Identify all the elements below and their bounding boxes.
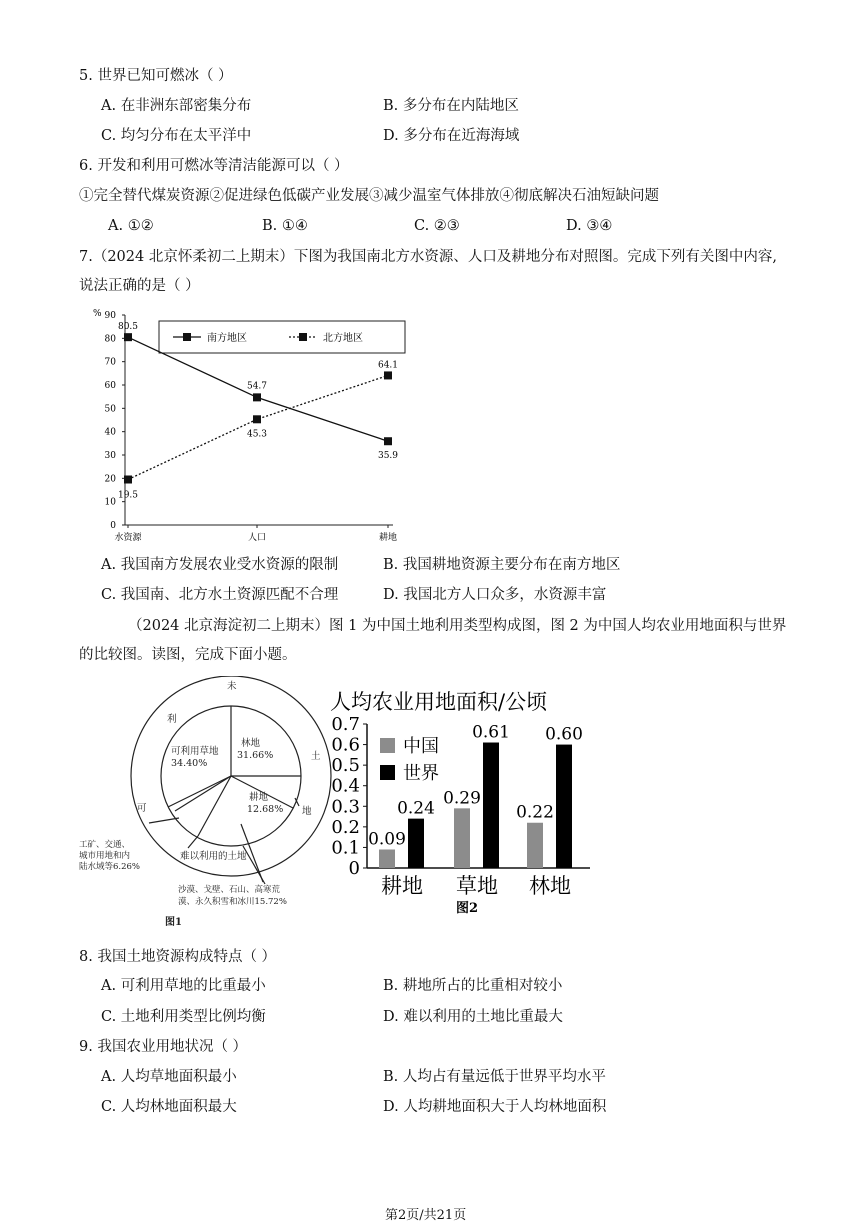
legend-label: 世界: [403, 763, 439, 784]
x-tick-label: 耕地: [378, 533, 398, 543]
y-tick-label: 60: [104, 381, 116, 391]
leader-line: [149, 818, 179, 823]
data-label: 0.09: [368, 829, 406, 850]
data-point: [384, 371, 392, 379]
q9-stem: 9. 我国农业用地状况（ ）: [79, 1039, 248, 1055]
legend-swatch: [380, 738, 395, 753]
q5-option-a: A. 在非洲东部密集分布: [101, 98, 252, 114]
data-label: 0.60: [545, 724, 583, 745]
label-desert-line2: 漠、永久积雪和冰川15.72%: [178, 897, 287, 907]
y-tick-label: 70: [104, 357, 116, 368]
y-axis-unit: %: [93, 309, 102, 319]
q6-option-d: D. ③④: [566, 218, 613, 234]
q7-option-b: B. 我国耕地资源主要分布在南方地区: [383, 557, 621, 573]
y-tick-label: 0: [348, 858, 360, 879]
q6-option-b: B. ①④: [262, 218, 308, 234]
data-label: 0.24: [397, 798, 435, 819]
q9-option-c: C. 人均林地面积最大: [101, 1099, 237, 1115]
figure2-caption: 图2: [455, 901, 479, 916]
sector-label-grass-name: 可利用草地: [171, 746, 219, 757]
data-point: [253, 415, 261, 423]
sector-label-farm-value: 12.68%: [247, 804, 284, 815]
q6-option-a: A. ①②: [108, 218, 154, 234]
sector-divider: [168, 776, 231, 807]
data-label: 80.5: [117, 322, 139, 333]
y-tick-label: 90: [104, 311, 116, 321]
q5-option-d: D. 多分布在近海海域: [383, 128, 520, 144]
data-point: [253, 393, 261, 401]
x-tick-label: 草地: [456, 874, 498, 898]
q8-option-d: D. 难以利用的土地比重最大: [383, 1009, 563, 1025]
sector-divider: [198, 776, 231, 836]
x-tick-label: 水资源: [114, 533, 142, 543]
ring-label-left: 可: [137, 803, 147, 814]
q7-option-d: D. 我国北方人口众多，水资源丰富: [383, 587, 607, 603]
y-tick-label: 40: [104, 427, 116, 438]
y-tick-label: 80: [104, 334, 116, 345]
data-label: 45.3: [246, 429, 268, 440]
data-label: 19.5: [117, 490, 139, 501]
y-tick-label: 0.1: [331, 837, 360, 859]
x-tick-label: 林地: [529, 874, 571, 898]
q8-option-c: C. 土地利用类型比例均衡: [101, 1009, 266, 1025]
q8-option-b: B. 耕地所占的比重相对较小: [383, 978, 563, 994]
data-label: 0.22: [516, 802, 554, 823]
q7-stem-line2: 说法正确的是（ ）: [79, 278, 200, 294]
page-footer: 第2页/共21页: [385, 1208, 467, 1223]
ring-label-topleft: 利: [167, 714, 177, 725]
legend-swatch: [380, 765, 395, 780]
x-tick-label: 耕地: [381, 874, 423, 898]
q7-option-c: C. 我国南、北方水土资源匹配不合理: [101, 587, 339, 603]
q6-option-c: C. ②③: [414, 218, 460, 234]
y-tick-label: 0.5: [331, 755, 360, 777]
data-label: 0.61: [472, 722, 510, 743]
ring-label-right: 土: [311, 751, 321, 762]
land-use-pie-chart: [75, 676, 345, 932]
y-tick-label: 20: [104, 474, 116, 485]
q9-option-a: A. 人均草地面积最小: [101, 1069, 237, 1085]
q5-stem: 5. 世界已知可燃冰（ ）: [79, 68, 233, 84]
q5-option-c: C. 均匀分布在太平洋中: [101, 128, 252, 144]
bar: [379, 849, 395, 868]
bar-chart: [322, 684, 597, 918]
ring-label-top: 未: [227, 681, 237, 692]
data-label: 35.9: [377, 451, 399, 462]
data-label: 0.29: [443, 788, 481, 809]
data-point: [384, 437, 392, 445]
y-tick-label: 0.7: [331, 714, 360, 735]
legend-label: 北方地区: [323, 333, 363, 344]
leader-line: [188, 836, 198, 848]
q6-items: ①完全替代煤炭资源②促进绿色低碳产业发展③减少温室气体排放④彻底解决石油短缺问题: [79, 188, 659, 204]
figure1-caption: 图1: [165, 917, 182, 928]
q8-stem: 8. 我国土地资源构成特点（ ）: [79, 949, 277, 965]
y-tick-label: 0.2: [331, 816, 360, 838]
sector-label-forest-name: 林地: [241, 738, 261, 749]
bar: [454, 808, 470, 868]
leader-line: [175, 776, 231, 811]
chart-title: 人均农业用地面积/公顷: [330, 690, 548, 714]
bar: [483, 743, 499, 868]
legend-marker: [183, 333, 191, 341]
y-tick-label: 30: [104, 451, 116, 461]
y-tick-label: 0.3: [331, 796, 360, 818]
x-tick-label: 人口: [247, 533, 267, 543]
label-mine-line3: 陆水域等6.26%: [79, 862, 141, 872]
intro-line2: 的比较图。读图，完成下面小题。: [79, 647, 297, 663]
legend-label: 南方地区: [207, 333, 247, 344]
intro-line1: （2024 北京海淀初二上期末）图 1 为中国土地利用类型构成图，图 2 为中国人均农业用地面积与世界: [128, 618, 787, 634]
y-tick-label: 0: [110, 521, 116, 531]
y-tick-label: 50: [104, 404, 116, 415]
data-label: 54.7: [246, 381, 268, 392]
q9-option-b: B. 人均占有量远低于世界平均水平: [383, 1069, 606, 1085]
q9-option-d: D. 人均耕地面积大于人均林地面积: [383, 1099, 607, 1115]
q7-stem-line1: 7.（2024 北京怀柔初二上期末）下图为我国南北方水资源、人口及耕地分布对照图。完成下列有关图中内容,: [79, 249, 777, 265]
data-point: [124, 476, 132, 484]
bar: [408, 819, 424, 868]
label-desert-line1: 沙漠、戈壁、石山、高寒荒: [178, 885, 281, 895]
sector-label-grass-value: 34.40%: [171, 758, 208, 769]
sector-label-hard: 难以利用的土地: [180, 851, 247, 862]
data-point: [124, 333, 132, 341]
q5-option-b: B. 多分布在内陆地区: [383, 98, 519, 114]
q6-stem: 6. 开发和利用可燃冰等清洁能源可以（ ）: [79, 158, 349, 174]
legend-marker: [299, 333, 307, 341]
legend-label: 中国: [403, 736, 439, 757]
ring-label-lowright: 地: [302, 806, 312, 817]
line-chart: [75, 303, 415, 548]
y-tick-label: 0.6: [331, 734, 360, 756]
q8-option-a: A. 可利用草地的比重最小: [101, 978, 266, 994]
y-tick-label: 10: [104, 497, 116, 508]
bar: [556, 745, 572, 868]
label-mine-line1: 工矿、交通、: [79, 840, 131, 850]
sector-label-farm-name: 耕地: [249, 792, 269, 803]
sector-label-forest-value: 31.66%: [237, 750, 274, 761]
bar: [527, 823, 543, 868]
label-mine-line2: 城市用地和内: [79, 851, 131, 861]
q7-option-a: A. 我国南方发展农业受水资源的限制: [101, 557, 339, 573]
y-tick-label: 0.4: [331, 775, 360, 797]
data-label: 64.1: [377, 360, 399, 371]
